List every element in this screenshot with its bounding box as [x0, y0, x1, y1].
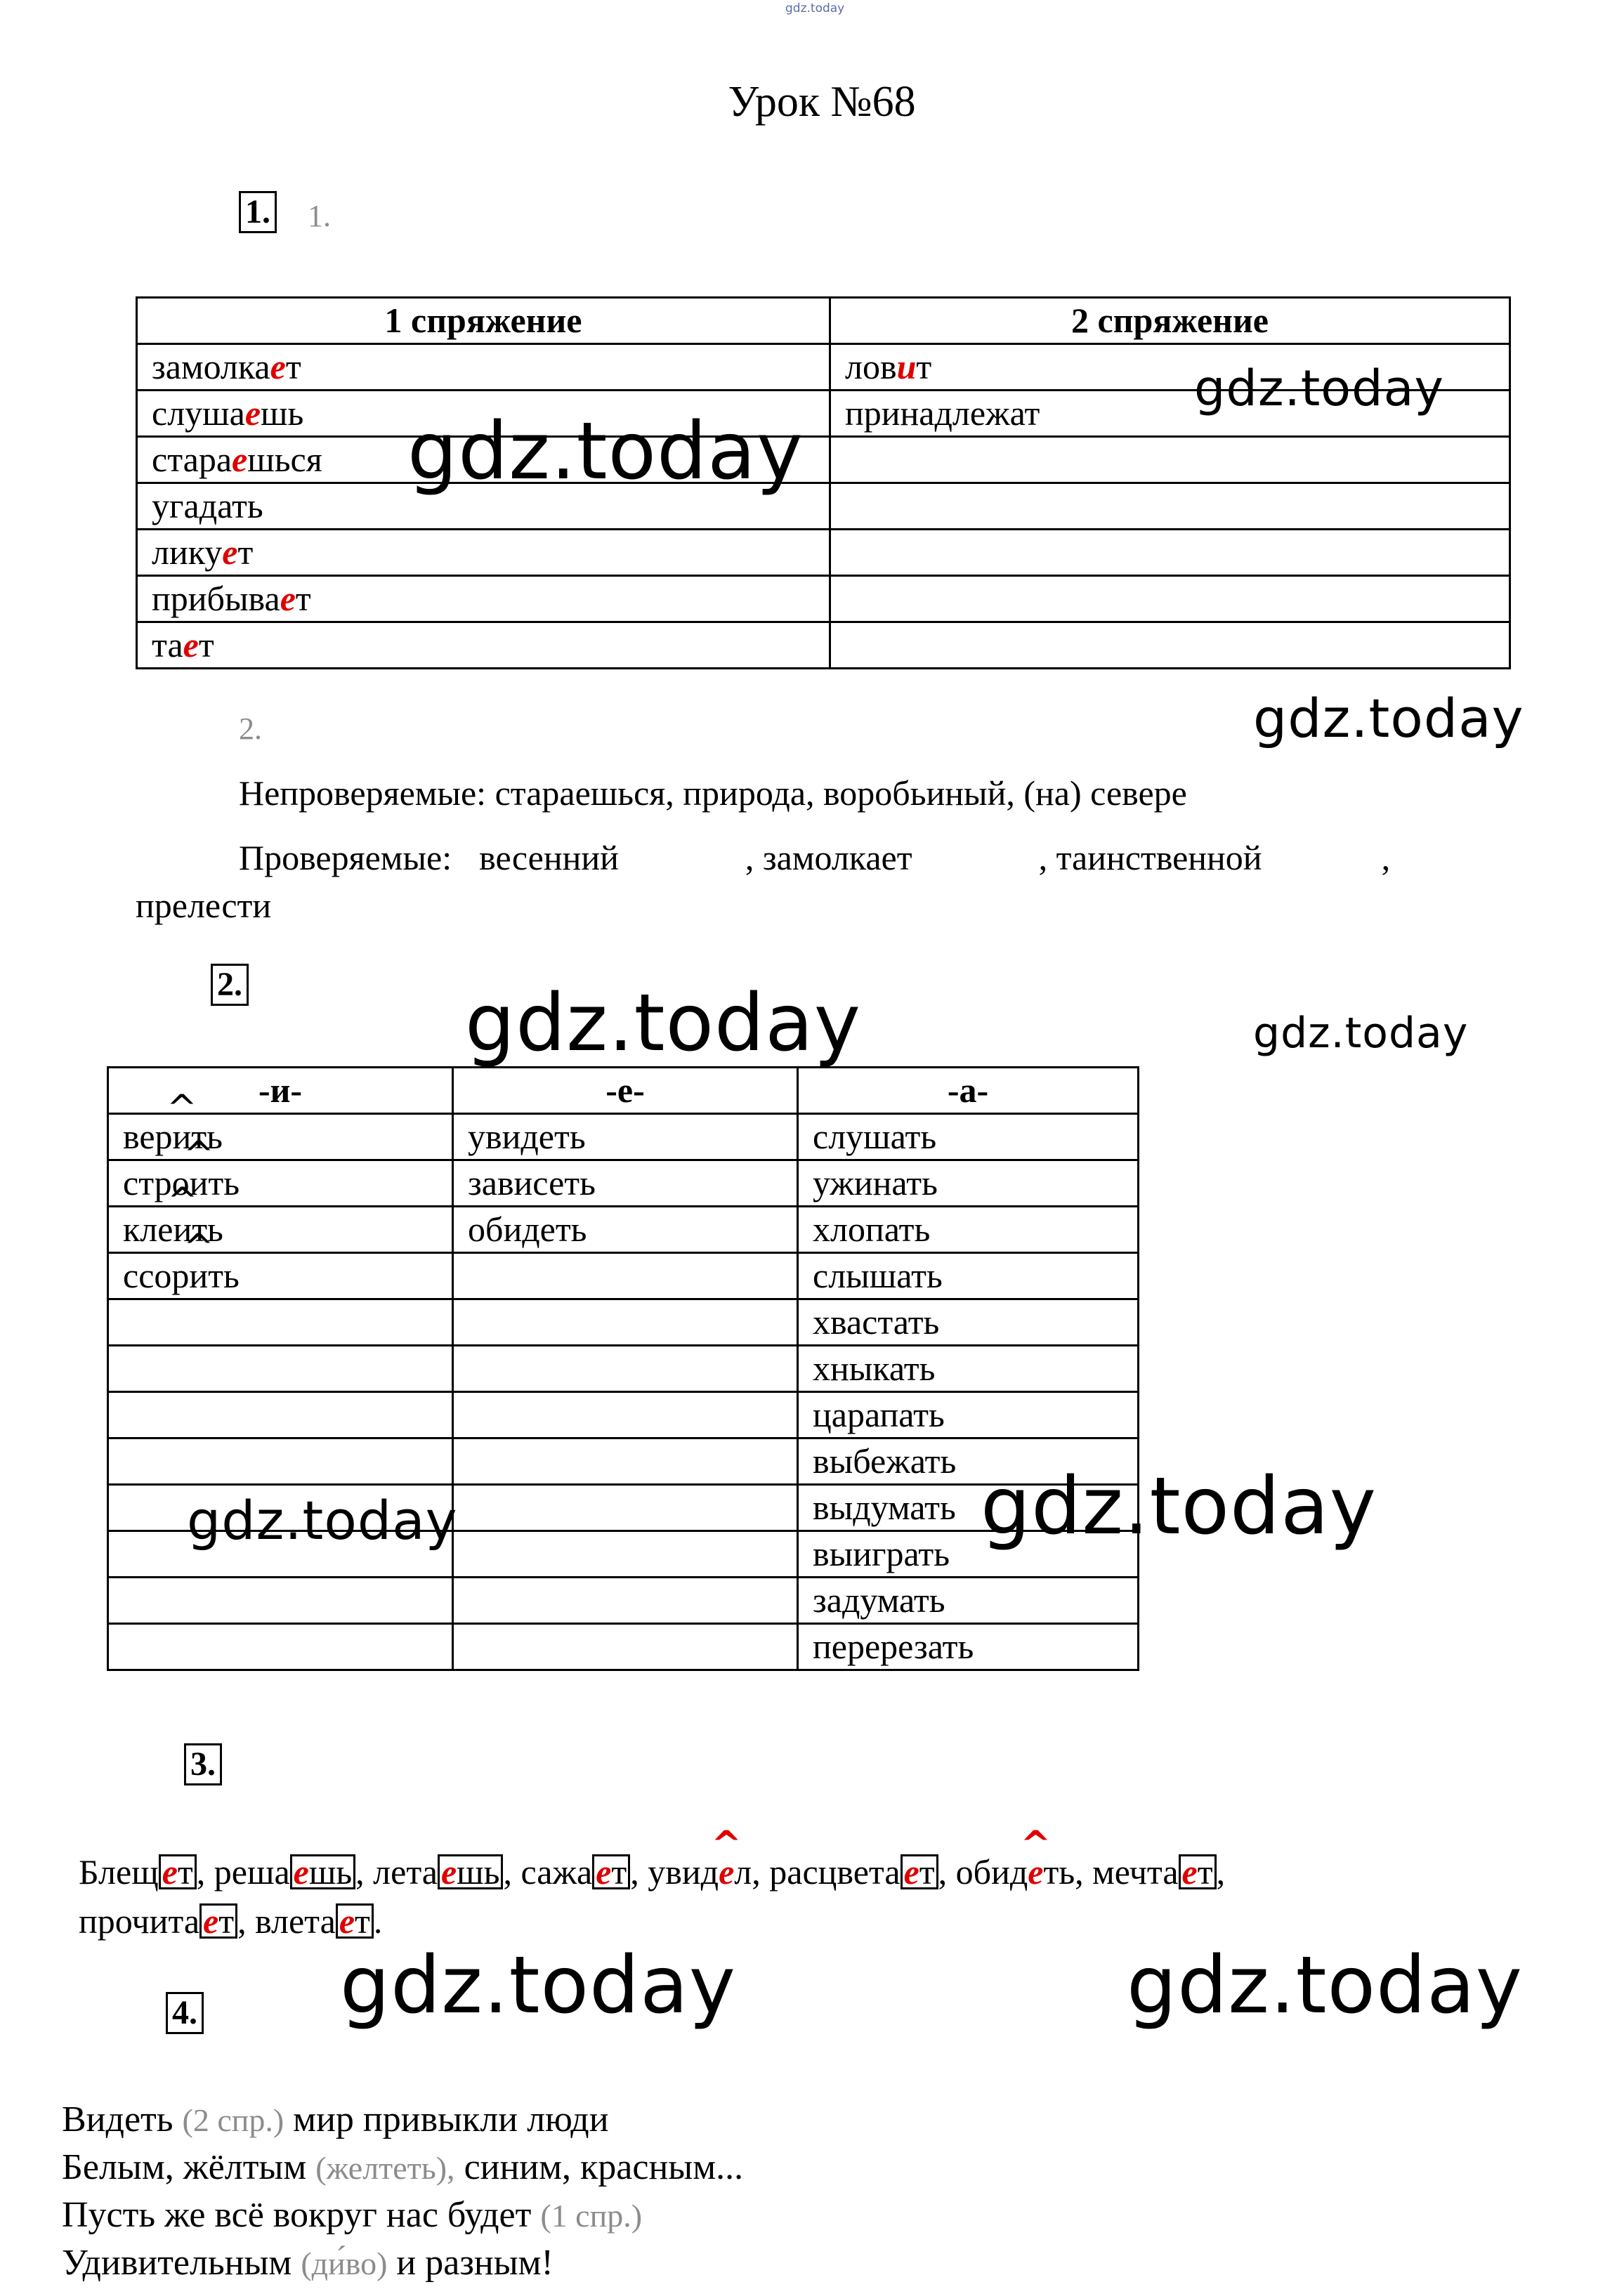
table-row [108, 1624, 1139, 1670]
table-row [108, 1392, 1139, 1438]
watermark: gdz.today [187, 1489, 458, 1552]
watermark: gdz.today [340, 1940, 737, 2031]
exercise-1-part-1-label: 1. [308, 199, 331, 233]
first-conjugation-cell: ликует [137, 530, 830, 576]
poem-line-3: Пусть же всё вокруг нас будет (1 спр.) [62, 2195, 643, 2235]
suffix-e-cell [453, 1624, 798, 1670]
first-conjugation-cell: слушаешь [137, 391, 830, 437]
lesson-title: Урок №68 [728, 78, 916, 126]
suffix-e-cell [453, 1392, 798, 1438]
suffix-a-cell: задумать [798, 1578, 1139, 1624]
table-row [137, 530, 1510, 576]
suffix-a-cell: выиграть [798, 1531, 1139, 1578]
watermark: gdz.today [1127, 1940, 1524, 2031]
suffix-i-cell: стро^ ить [108, 1160, 453, 1207]
first-conjugation-cell: прибывает [137, 576, 830, 622]
suffix-i-cell [108, 1578, 453, 1624]
header-first-conjugation: 1 спряжение [137, 298, 830, 344]
suffix-i-cell [108, 1346, 453, 1392]
second-conjugation-cell: принадлежат [830, 391, 1510, 437]
table-row [108, 1207, 1139, 1253]
conjugation-table [136, 296, 1511, 669]
watermark: gdz.today [1253, 687, 1524, 749]
unverifiable-words: стараешься, природа, воробьиный, (на) севере [495, 773, 1187, 813]
exercise-1-part-2-label: 2. [239, 712, 262, 746]
second-conjugation-cell: ловит [830, 344, 1510, 391]
verifiable-label: Проверяемые: [239, 838, 452, 877]
watermark: gdz.today [465, 978, 862, 1069]
suffix-a-cell: хныкать [798, 1346, 1139, 1392]
table-row [108, 1578, 1139, 1624]
exercise-3-line-2: прочита ет , влета ет . [79, 1901, 383, 1941]
second-conjugation-cell [830, 437, 1510, 483]
table-row [137, 622, 1510, 669]
table-row [108, 1160, 1139, 1207]
suffix-a-cell: царапать [798, 1392, 1139, 1438]
top-watermark: gdz.today [785, 1, 845, 15]
verifiable-word-tainstvennoy: таинственной [1056, 838, 1262, 877]
suffix-i-cell: кле^ ить [108, 1207, 453, 1253]
suffix-a-cell: ужинать [798, 1160, 1139, 1207]
suffix-a-cell: слышать [798, 1253, 1139, 1299]
watermark: gdz.today [1194, 360, 1444, 417]
suffix-e-cell [453, 1578, 798, 1624]
suffix-table [107, 1066, 1139, 1671]
suffix-e-cell [453, 1346, 798, 1392]
verifiable-word-zamolkaet: замолкает [762, 838, 912, 877]
watermark: gdz.today [407, 406, 804, 497]
suffix-a-cell: слушать [798, 1114, 1139, 1160]
table-row [108, 1346, 1139, 1392]
suffix-a-cell: хлопать [798, 1207, 1139, 1253]
second-conjugation-cell [830, 622, 1510, 669]
table-row [137, 437, 1510, 483]
suffix-e-cell: увидеть [453, 1114, 798, 1160]
header-suffix-i: -и- [108, 1068, 453, 1114]
suffix-a-cell: перерезать [798, 1624, 1139, 1670]
second-conjugation-cell [830, 576, 1510, 622]
exercise-4-number: 4. [166, 1992, 204, 2034]
table-row [137, 576, 1510, 622]
unverifiable-label: Непроверяемые: [239, 773, 487, 813]
exercise-3-line-1: Блещ ет , реша ешь , лета ешь , сажа ет , увид^ ел, расцвета ет , обид^ еть, мечта ет , [79, 1851, 1225, 1892]
suffix-e-cell [453, 1299, 798, 1346]
poem-line-1: Видеть (2 спр.) мир привыкли люди [62, 2099, 609, 2139]
watermark: gdz.today [981, 1461, 1377, 1552]
suffix-e-cell [453, 1253, 798, 1299]
suffix-e-cell: обидеть [453, 1207, 798, 1253]
exercise-2-number: 2. [211, 964, 249, 1006]
suffix-i-cell [108, 1299, 453, 1346]
second-conjugation-cell [830, 483, 1510, 530]
suffix-e-cell: зависеть [453, 1160, 798, 1207]
exercise-1-number: 1. [239, 191, 277, 233]
suffix-e-cell [453, 1531, 798, 1578]
suffix-i-cell [108, 1624, 453, 1670]
suffix-i-cell: вер^ ить [108, 1114, 453, 1160]
verifiable-word-vesenniy: весенний [479, 838, 619, 877]
table-row [108, 1114, 1139, 1160]
poem-line-4: Удивительным (ди́во) и разным! [62, 2243, 554, 2283]
first-conjugation-cell: угадать [137, 483, 830, 530]
table-row [137, 483, 1510, 530]
first-conjugation-cell: тает [137, 622, 830, 669]
poem-line-2: Белым, жёлтым (желтеть), синим, красным... [62, 2147, 744, 2187]
header-suffix-a: -а- [798, 1068, 1139, 1114]
verifiable-word-prelesti: прелести [136, 886, 272, 925]
suffix-i-cell [108, 1438, 453, 1485]
suffix-a-cell: выдумать [798, 1485, 1139, 1531]
header-second-conjugation: 2 спряжение [830, 298, 1510, 344]
exercise-3-number: 3. [184, 1743, 222, 1785]
suffix-i-cell: ссор^ ить [108, 1253, 453, 1299]
watermark: gdz.today [1253, 1009, 1469, 1058]
unverifiable-line [239, 773, 1187, 813]
suffix-e-cell [453, 1438, 798, 1485]
header-suffix-e: -е- [453, 1068, 798, 1114]
first-conjugation-cell: стараешься [137, 437, 830, 483]
suffix-i-cell [108, 1392, 453, 1438]
suffix-a-cell: хвастать [798, 1299, 1139, 1346]
suffix-e-cell [453, 1485, 798, 1531]
second-conjugation-cell [830, 530, 1510, 576]
verifiable-line: Проверяемые: весенний , замолкает , таинственной , [239, 838, 1391, 877]
first-conjugation-cell: замолкает [137, 344, 830, 391]
table-row [108, 1299, 1139, 1346]
table-row [108, 1253, 1139, 1299]
suffix-a-cell: выбежать [798, 1438, 1139, 1485]
